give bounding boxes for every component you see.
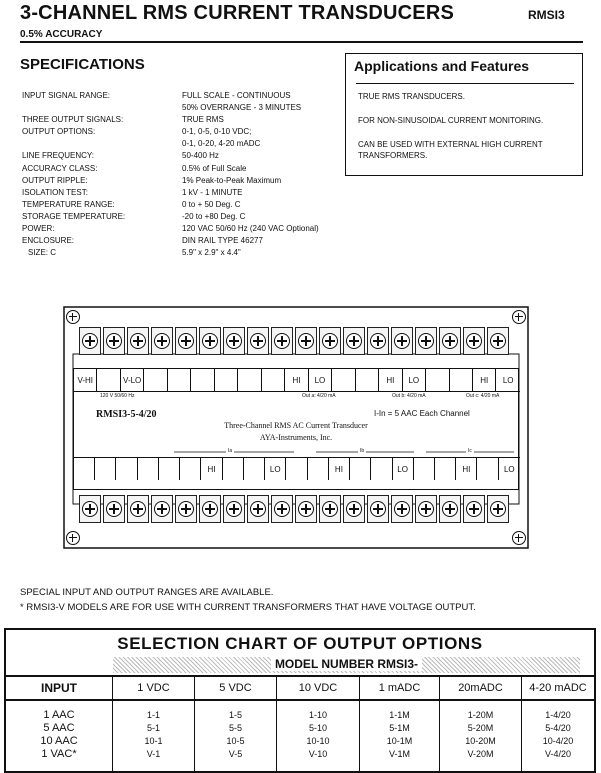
spec-row <box>22 126 352 138</box>
terminal-label-cell <box>450 369 473 391</box>
terminal-block <box>151 495 173 523</box>
model-code-cell: 10-10 <box>306 736 330 746</box>
spec-value: 1 kV - 1 MINUTE <box>182 187 243 197</box>
input-cell: 1 AAC <box>43 709 75 721</box>
terminal-screw-icon <box>322 333 338 349</box>
model-code-cell: 10-20M <box>465 736 496 746</box>
spec-row <box>22 163 352 175</box>
spec-row <box>22 235 352 247</box>
mounting-screw-icon <box>512 531 526 545</box>
model-code-cell: 1-1M <box>389 710 410 720</box>
terminal-label-cell <box>308 458 329 480</box>
terminal-screw-icon <box>226 333 242 349</box>
terminal-block <box>319 495 341 523</box>
model-code-cell: 1-1 <box>146 710 160 720</box>
terminal-block <box>415 495 437 523</box>
chart-column <box>277 701 360 771</box>
spec-label: ACCURACY CLASS: <box>22 163 98 173</box>
terminal-screw-icon <box>370 501 386 517</box>
terminal-block <box>127 327 149 355</box>
power-label: 120 V 50/60 Hz <box>100 393 135 399</box>
spec-row <box>22 199 352 211</box>
terminal-screw-icon <box>346 333 362 349</box>
mounting-screw-icon <box>66 531 80 545</box>
terminal-row-bottom <box>79 495 509 523</box>
output-b-label: Out b: 4/20 mA <box>392 393 426 399</box>
chart-title: SELECTION CHART OF OUTPUT OPTIONS <box>117 634 483 653</box>
input-cell: 5 AAC <box>43 722 75 734</box>
spec-value: 5.9" x 2.9" x 4.4" <box>182 248 241 258</box>
note-special-ranges: SPECIAL INPUT AND OUTPUT RANGES ARE AVAILABLE. <box>20 587 274 598</box>
spec-label: OUTPUT RIPPLE: <box>22 175 88 185</box>
header-divider <box>20 41 583 43</box>
terminal-label-cell: HI <box>456 458 477 480</box>
terminal-block <box>343 327 365 355</box>
note-voltage-models: * RMSI3-V MODELS ARE FOR USE WITH CURRENT TRANSFORMERS THAT HAVE VOLTAGE OUTPUT. <box>20 602 476 613</box>
terminal-block <box>175 327 197 355</box>
model-code-cell: 5-20M <box>467 723 494 733</box>
model-code-cell: 10-5 <box>226 736 245 746</box>
spec-value: -20 to +80 Deg. C <box>182 211 246 221</box>
chart-column <box>113 701 195 771</box>
model-code-cell: 1-10 <box>308 710 327 720</box>
terminal-label-cell <box>356 369 379 391</box>
channel-a-label: Ia <box>228 448 233 454</box>
device-manufacturer: AYA-Instruments, Inc. <box>259 433 333 442</box>
terminal-screw-icon <box>418 333 434 349</box>
spec-value: 1% Peak-to-Peak Maximum <box>182 175 282 185</box>
model-code-cell: V-10 <box>308 749 328 759</box>
specifications-heading: SPECIFICATIONS <box>20 56 145 73</box>
terminal-label-cell <box>435 458 456 480</box>
column-header: 5 VDC <box>195 677 277 699</box>
terminal-label-cell <box>159 458 180 480</box>
terminal-screw-icon <box>82 333 98 349</box>
terminal-row-top <box>79 327 509 355</box>
spec-label: ENCLOSURE: <box>22 236 75 246</box>
chart-column <box>522 701 594 771</box>
column-header: 4-20 mADC <box>529 682 587 694</box>
applications-box <box>345 53 583 176</box>
spec-row <box>22 90 352 102</box>
spec-label: TEMPERATURE RANGE: <box>22 199 115 209</box>
terminal-label-cell <box>223 458 244 480</box>
terminal-label-cell <box>180 458 201 480</box>
terminal-label-cell <box>286 458 307 480</box>
terminal-screw-icon <box>274 501 290 517</box>
terminal-block <box>343 495 365 523</box>
model-code-cell: 10-4/20 <box>542 736 574 746</box>
terminal-screw-icon <box>82 501 98 517</box>
terminal-label-cell <box>477 458 498 480</box>
terminal-block <box>391 495 413 523</box>
terminal-label-cell: LO <box>309 369 332 391</box>
chart-header-row <box>6 675 594 701</box>
terminal-labels-bottom <box>74 457 520 480</box>
terminal-label-cell: HI <box>285 369 308 391</box>
terminal-screw-icon <box>202 333 218 349</box>
terminal-screw-icon <box>250 501 266 517</box>
application-item: TRUE RMS TRANSDUCERS. <box>358 92 465 101</box>
channel-brackets <box>74 447 520 457</box>
spec-row <box>22 150 352 162</box>
terminal-label-cell <box>95 458 116 480</box>
terminal-block <box>487 327 509 355</box>
model-code-cell: 5-5 <box>228 723 242 733</box>
model-code: RMSI3 <box>528 8 565 22</box>
terminal-screw-icon <box>466 333 482 349</box>
mounting-screw-icon <box>66 310 80 324</box>
terminal-screw-icon <box>442 501 458 517</box>
terminal-block <box>295 495 317 523</box>
spec-row <box>22 138 352 150</box>
column-header: INPUT <box>6 677 113 699</box>
terminal-screw-icon <box>346 501 362 517</box>
terminal-block <box>127 495 149 523</box>
terminal-label-cell <box>97 369 120 391</box>
terminal-block <box>103 495 125 523</box>
model-number-banner <box>113 657 580 673</box>
model-number-label: MODEL NUMBER RMSI3- <box>271 657 422 671</box>
terminal-screw-icon <box>370 333 386 349</box>
terminal-screw-icon <box>106 501 122 517</box>
spec-value: TRUE RMS <box>182 115 224 125</box>
terminal-label-cell <box>238 369 261 391</box>
terminal-label-cell: V-HI <box>74 369 97 391</box>
device-description: Three-Channel RMS AC Current Transducer <box>224 421 368 430</box>
terminal-block <box>247 495 269 523</box>
terminal-screw-icon <box>154 333 170 349</box>
model-code-cell: V-20M <box>467 749 494 759</box>
spec-value: DIN RAIL TYPE 46277 <box>182 236 263 246</box>
model-code-cell: 1-4/20 <box>545 710 571 720</box>
terminal-label-cell <box>350 458 371 480</box>
terminal-labels-top <box>74 369 520 392</box>
spec-label: OUTPUT OPTIONS: <box>22 127 96 137</box>
terminal-label-cell: LO <box>393 458 414 480</box>
input-cell: 1 VAC* <box>41 748 77 760</box>
terminal-block <box>439 327 461 355</box>
terminal-screw-icon <box>106 333 122 349</box>
spec-label: THREE OUTPUT SIGNALS: <box>22 115 124 125</box>
spec-row <box>22 223 352 235</box>
terminal-label-cell <box>116 458 137 480</box>
terminal-screw-icon <box>178 333 194 349</box>
terminal-block <box>151 327 173 355</box>
terminal-block <box>223 495 245 523</box>
spec-value: 0.5% of Full Scale <box>182 163 247 173</box>
model-code-cell: 5-1M <box>389 723 410 733</box>
chart-column <box>360 701 440 771</box>
terminal-label-cell: HI <box>201 458 222 480</box>
chart-body <box>6 701 594 771</box>
model-code-cell: V-1M <box>388 749 410 759</box>
spec-row <box>22 114 352 126</box>
spec-row <box>22 247 352 259</box>
column-header: 10 VDC <box>277 677 360 699</box>
terminal-screw-icon <box>298 501 314 517</box>
model-code-cell: 1-20M <box>467 710 494 720</box>
application-item: FOR NON-SINUSOIDAL CURRENT MONITORING. <box>358 116 544 125</box>
terminal-label-cell: HI <box>379 369 402 391</box>
spec-value: FULL SCALE - CONTINUOUS <box>182 91 291 100</box>
spec-row <box>22 187 352 199</box>
device-label-panel <box>73 368 519 490</box>
applications-heading: Applications and Features <box>354 58 530 74</box>
model-code-cell: V-5 <box>228 749 243 759</box>
terminal-label-cell: HI <box>329 458 350 480</box>
model-code-cell: 10-1M <box>386 736 413 746</box>
terminal-label-cell: V-LO <box>121 369 144 391</box>
terminal-screw-icon <box>490 501 506 517</box>
terminal-block <box>199 327 221 355</box>
terminal-block <box>79 495 101 523</box>
terminal-block <box>319 327 341 355</box>
terminal-screw-icon <box>466 501 482 517</box>
spec-label: POWER: <box>22 224 55 234</box>
column-header: 1 VDC <box>113 677 195 699</box>
terminal-label-cell <box>414 458 435 480</box>
terminal-screw-icon <box>274 333 290 349</box>
device-drawing <box>63 306 529 549</box>
mounting-screw-icon <box>512 310 526 324</box>
selection-chart <box>4 628 596 773</box>
terminal-label-cell <box>74 458 95 480</box>
chart-column <box>440 701 522 771</box>
input-cell: 10 AAC <box>40 735 78 747</box>
terminal-label-cell <box>138 458 159 480</box>
terminal-block <box>223 327 245 355</box>
model-code-cell: V-1 <box>146 749 161 759</box>
spec-row <box>22 211 352 223</box>
terminal-block <box>79 327 101 355</box>
terminal-block <box>103 327 125 355</box>
terminal-block <box>367 495 389 523</box>
spec-label: LINE FREQUENCY: <box>22 151 95 161</box>
spec-value: 0 to + 50 Deg. C <box>182 199 241 209</box>
terminal-block <box>463 495 485 523</box>
application-item: CAN BE USED WITH EXTERNAL HIGH CURRENT TRANSFORMERS. <box>358 140 543 160</box>
spec-label: SIZE: C <box>28 248 57 258</box>
terminal-label-cell: LO <box>503 464 515 474</box>
spec-label: STORAGE TEMPERATURE: <box>22 211 126 221</box>
terminal-screw-icon <box>178 501 194 517</box>
applications-divider <box>356 83 574 84</box>
spec-value: 50% OVERRANGE - 3 MINUTES <box>182 103 302 113</box>
terminal-screw-icon <box>202 501 218 517</box>
terminal-label-cell <box>168 369 191 391</box>
terminal-label-cell <box>215 369 238 391</box>
terminal-block <box>271 495 293 523</box>
terminal-label-cell <box>426 369 449 391</box>
channel-b-label: Ib <box>360 448 365 454</box>
page-title: 3-CHANNEL RMS CURRENT TRANSDUCERS <box>20 2 455 24</box>
spec-label: ISOLATION TEST: <box>22 187 88 197</box>
terminal-block <box>199 495 221 523</box>
terminal-block <box>487 495 509 523</box>
model-code-cell: 5-10 <box>308 723 327 733</box>
channel-c-label: Ic <box>468 448 472 454</box>
terminal-screw-icon <box>250 333 266 349</box>
output-a-label: Out a: 4/20 mA <box>302 393 336 399</box>
spec-value: 0-1, 0-5, 0-10 VDC; <box>182 127 252 137</box>
terminal-screw-icon <box>442 333 458 349</box>
device-model: RMSI3-5-4/20 <box>96 409 157 420</box>
terminal-screw-icon <box>394 333 410 349</box>
column-header: 20mADC <box>440 677 522 699</box>
terminal-screw-icon <box>418 501 434 517</box>
terminal-block <box>367 327 389 355</box>
terminal-screw-icon <box>298 333 314 349</box>
spec-value: 50-400 Hz <box>182 151 219 161</box>
terminal-label-cell <box>262 369 285 391</box>
terminal-block <box>415 327 437 355</box>
terminal-screw-icon <box>394 501 410 517</box>
spec-row <box>22 102 352 114</box>
accuracy-label: 0.5% ACCURACY <box>20 29 103 40</box>
spec-label <box>22 138 182 150</box>
terminal-screw-icon <box>322 501 338 517</box>
terminal-screw-icon <box>130 501 146 517</box>
spec-value: 120 VAC 50/60 Hz (240 VAC Optional) <box>182 224 319 234</box>
terminal-label-cell <box>332 369 355 391</box>
model-code-cell: 10-1 <box>144 736 163 746</box>
terminal-label-cell: LO <box>403 369 426 391</box>
model-code-cell: V-4/20 <box>544 749 572 759</box>
terminal-block <box>175 495 197 523</box>
terminal-screw-icon <box>130 333 146 349</box>
input-current-label: I-In = 5 AAC Each Channel <box>374 409 470 418</box>
spec-label: INPUT SIGNAL RANGE: <box>22 91 111 100</box>
terminal-block <box>271 327 293 355</box>
chart-column <box>6 701 113 771</box>
terminal-screw-icon <box>154 501 170 517</box>
model-code-cell: 5-1 <box>146 723 160 733</box>
spec-row <box>22 175 352 187</box>
terminal-block <box>295 327 317 355</box>
chart-column <box>195 701 277 771</box>
terminal-block <box>439 495 461 523</box>
terminal-label-cell <box>144 369 167 391</box>
terminal-block <box>391 327 413 355</box>
terminal-label-cell <box>191 369 214 391</box>
spec-value: 0-1, 0-20, 4-20 mADC <box>182 139 261 149</box>
terminal-label-cell: HI <box>473 369 496 391</box>
terminal-screw-icon <box>490 333 506 349</box>
terminal-block <box>247 327 269 355</box>
terminal-label-cell: LO <box>502 375 514 385</box>
terminal-label-cell: LO <box>265 458 286 480</box>
spec-label <box>22 102 182 114</box>
output-c-label: Out c: 4/20 mA <box>466 393 500 399</box>
terminal-block <box>463 327 485 355</box>
column-header: 1 mADC <box>360 677 440 699</box>
terminal-label-cell <box>371 458 392 480</box>
model-code-cell: 5-4/20 <box>545 723 571 733</box>
model-code-cell: 1-5 <box>228 710 242 720</box>
terminal-screw-icon <box>226 501 242 517</box>
specifications-list <box>22 90 352 259</box>
terminal-label-cell <box>244 458 265 480</box>
